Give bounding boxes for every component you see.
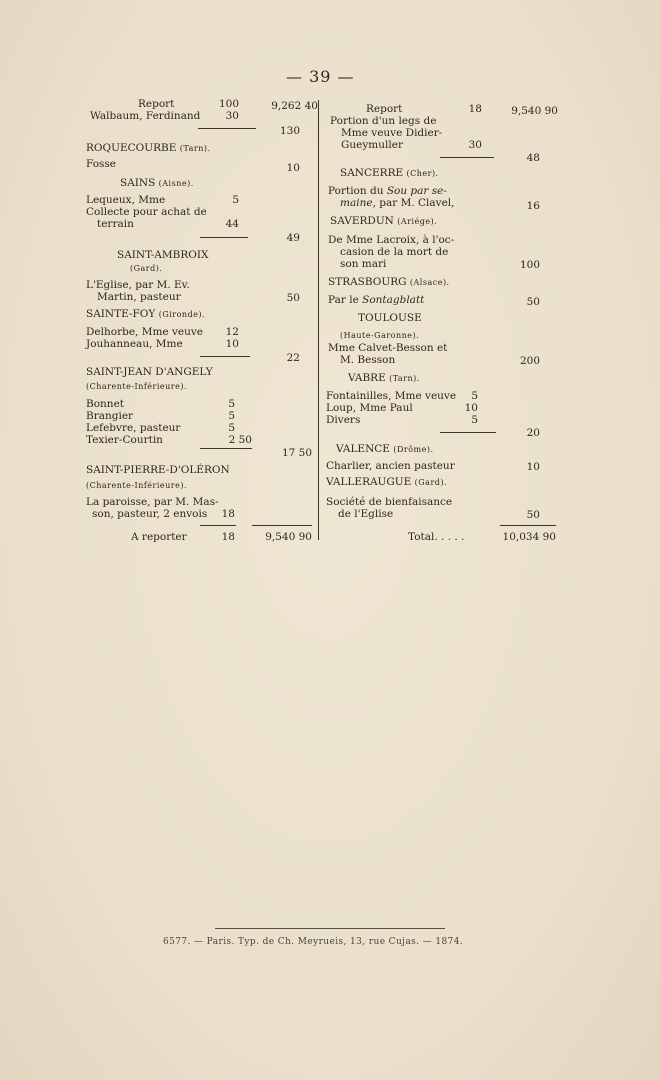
lequeux-entry: Lequeux, Mme [86,194,166,206]
heading-saint-pierre: SAINT-PIERRE-D'OLÉRON [86,464,230,476]
heading-saverdun: SAVERDUN (Ariége). [330,215,438,227]
collecte-amount: 44 [225,218,239,230]
heading-saint-ambroix: SAINT-AMBROIX [117,249,209,261]
heading-roquecourbe: ROQUECOURBE (Tarn). [86,142,211,154]
texier-entry: Texier-Courtin [86,434,163,446]
lefebvre-amount: 5 [228,422,235,434]
brangier-entry: Brangier [86,410,134,422]
fontainilles-entry: Fontainilles, Mme veuve [326,390,457,402]
subtotal-rule [200,448,252,449]
subtotal-rule [200,356,250,357]
subtotal-48: 48 [526,152,540,164]
fosse-total: 10 [286,162,300,174]
jouhanneau-amount: 10 [225,338,239,350]
total-value: 10,034 90 [502,531,556,543]
subtotal-rule [440,157,494,158]
page-number: — 39 — [286,67,355,86]
printer-imprint: 6577. — Paris. Typ. de Ch. Meyrueis, 13, rue Cujas. — 1874. [163,937,464,947]
dept-charente: (Charente-Inférieure). [86,382,188,391]
societe-line1: Société de bienfaisance [326,496,453,508]
texier-amount: 2 50 [228,434,252,446]
heading-saint-jean: SAINT-JEAN D'ANGELY [86,366,213,378]
dept-gard: (Gard). [130,264,163,273]
sontagblatt-total: 50 [526,296,540,308]
subtotal-rule [200,237,248,238]
a-reporter-col: 18 [221,531,235,543]
eglise-total: 50 [286,292,300,304]
brangier-amount: 5 [228,410,235,422]
heading-sancerre: SANCERRE (Cher). [340,167,439,179]
walbaum-entry: Walbaum, Ferdinand [90,110,201,122]
delhorbe-entry: Delhorbe, Mme veuve [86,326,204,338]
lacroix-line1: De Mme Lacroix, à l'oc- [328,234,455,246]
collecte-line2: terrain [97,218,134,230]
column-rule [500,525,556,526]
lacroix-line2: casion de la mort de [340,246,449,258]
report-col-right: 18 [468,103,482,115]
calvet-line2: M. Besson [340,354,396,366]
a-reporter-label: A reporter [131,531,187,543]
paroisse-amount: 18 [221,508,235,520]
loup-amount: 10 [464,402,478,414]
bonnet-entry: Bonnet [86,398,124,410]
report-col: 100 [218,98,239,110]
report-label-right: Report [366,103,403,115]
sou-line1: Portion du Sou par se- [328,185,447,197]
heading-sains: SAINS (Aisne). [120,177,194,189]
subtotal-130: 130 [279,125,300,137]
subtotal-20: 20 [526,427,540,439]
heading-sainte-foy: SAINTE-FOY (Gironde). [86,308,206,320]
sou-total: 16 [526,200,540,212]
paroisse-line2: son, pasteur, 2 envois [92,508,208,520]
portion-amount: 30 [468,139,482,151]
sou-line2: maine, par M. Clavel, [340,197,455,209]
calvet-total: 200 [519,355,540,367]
heading-strasbourg: STRASBOURG (Alsace). [328,276,450,288]
portion-line2: Mme veuve Didier- [341,127,443,139]
paroisse-line1: La paroisse, par M. Mas- [86,496,219,508]
report-total-right: 9,540 90 [511,105,558,117]
collecte-line1: Collecte pour achat de [86,206,207,218]
loup-entry: Loup, Mme Paul [326,402,413,414]
column-rule [200,525,236,526]
delhorbe-amount: 12 [225,326,239,338]
charlier-total: 10 [526,461,540,473]
report-label: Report [138,98,175,110]
report-total: 9,262 40 [271,100,318,112]
footer-rule [215,928,445,929]
fontainilles-amount: 5 [471,390,478,402]
lacroix-total: 100 [519,259,540,271]
societe-total: 50 [526,509,540,521]
portion-line3: Gueymuller [341,139,403,151]
divers-amount: 5 [471,414,478,426]
bonnet-amount: 5 [228,398,235,410]
subtotal-22: 22 [286,352,300,364]
column-rule [252,525,312,526]
jouhanneau-entry: Jouhanneau, Mme [86,338,183,350]
heading-valleraugue: VALLERAUGUE (Gard). [326,476,448,488]
societe-line2: de l'Eglise [338,508,394,520]
heading-valence: VALENCE (Drôme). [336,443,434,455]
subtotal-17-50: 17 50 [281,447,312,459]
portion-line1: Portion d'un legs de [330,115,437,127]
subtotal-rule [440,432,496,433]
lequeux-amount: 5 [232,194,239,206]
charlier-entry: Charlier, ancien pasteur [326,460,455,472]
subtotal-49: 49 [286,232,300,244]
column-divider [318,100,319,540]
dept-haute-garonne: (Haute-Garonne). [340,331,420,340]
divers-entry: Divers [326,414,361,426]
calvet-line1: Mme Calvet-Besson et [328,342,448,354]
lefebvre-entry: Lefebvre, pasteur [86,422,181,434]
eglise-line1: L'Eglise, par M. Ev. [86,279,190,291]
total-label: Total. . . . . [408,531,465,543]
subtotal-rule [198,128,256,129]
heading-toulouse: TOULOUSE [358,312,422,324]
heading-vabre: VABRE (Tarn). [348,372,420,384]
fosse-entry: Fosse [86,158,117,170]
a-reporter-total: 9,540 90 [265,531,312,543]
sontagblatt-entry: Par le Sontagblatt [328,294,425,306]
lacroix-line3: son mari [340,258,387,270]
eglise-line2: Martin, pasteur [97,291,181,303]
dept-charente-2: (Charente-Inférieure). [86,481,188,490]
walbaum-amount: 30 [225,110,239,122]
